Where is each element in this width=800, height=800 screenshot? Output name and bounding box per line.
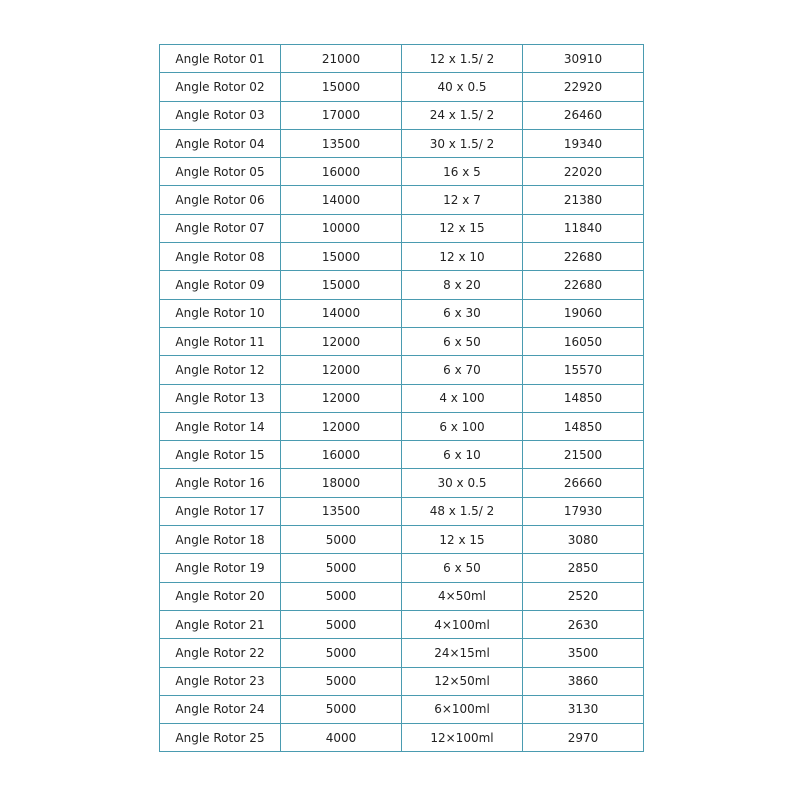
table-row [160, 129, 644, 157]
capacity-cell: 24×15ml [402, 639, 523, 667]
speed-cell: 10000 [281, 214, 402, 242]
speed-cell: 15000 [281, 73, 402, 101]
rotor-name-cell: Angle Rotor 22 [160, 639, 281, 667]
rotor-name-cell: Angle Rotor 07 [160, 214, 281, 242]
speed-cell: 12000 [281, 384, 402, 412]
table-row [160, 384, 644, 412]
table-row [160, 101, 644, 129]
speed-cell: 5000 [281, 639, 402, 667]
rcf-cell: 2520 [523, 582, 644, 610]
speed-cell: 5000 [281, 667, 402, 695]
rotor-name-cell: Angle Rotor 16 [160, 469, 281, 497]
rotor-table-body [160, 45, 644, 752]
capacity-cell: 24 x 1.5/ 2 [402, 101, 523, 129]
capacity-cell: 6 x 30 [402, 299, 523, 327]
rotor-name-cell: Angle Rotor 08 [160, 243, 281, 271]
rcf-cell: 22680 [523, 243, 644, 271]
table-row [160, 724, 644, 752]
rotor-name-cell: Angle Rotor 21 [160, 610, 281, 638]
capacity-cell: 12×50ml [402, 667, 523, 695]
speed-cell: 14000 [281, 299, 402, 327]
rotor-name-cell: Angle Rotor 19 [160, 554, 281, 582]
capacity-cell: 12 x 15 [402, 526, 523, 554]
rcf-cell: 2970 [523, 724, 644, 752]
capacity-cell: 6 x 50 [402, 327, 523, 355]
table-row [160, 186, 644, 214]
capacity-cell: 48 x 1.5/ 2 [402, 497, 523, 525]
capacity-cell: 12×100ml [402, 724, 523, 752]
speed-cell: 16000 [281, 158, 402, 186]
capacity-cell: 12 x 7 [402, 186, 523, 214]
table-row [160, 554, 644, 582]
speed-cell: 17000 [281, 101, 402, 129]
rotor-name-cell: Angle Rotor 10 [160, 299, 281, 327]
rcf-cell: 22680 [523, 271, 644, 299]
rcf-cell: 21380 [523, 186, 644, 214]
speed-cell: 5000 [281, 554, 402, 582]
rotor-name-cell: Angle Rotor 05 [160, 158, 281, 186]
rcf-cell: 17930 [523, 497, 644, 525]
rotor-name-cell: Angle Rotor 12 [160, 356, 281, 384]
capacity-cell: 4×100ml [402, 610, 523, 638]
table-row [160, 695, 644, 723]
rotor-name-cell: Angle Rotor 14 [160, 412, 281, 440]
capacity-cell: 4×50ml [402, 582, 523, 610]
rotor-name-cell: Angle Rotor 04 [160, 129, 281, 157]
table-row [160, 526, 644, 554]
table-row [160, 243, 644, 271]
table-row [160, 271, 644, 299]
rotor-name-cell: Angle Rotor 02 [160, 73, 281, 101]
table-row [160, 497, 644, 525]
capacity-cell: 6×100ml [402, 695, 523, 723]
capacity-cell: 16 x 5 [402, 158, 523, 186]
rcf-cell: 3130 [523, 695, 644, 723]
rcf-cell: 11840 [523, 214, 644, 242]
rcf-cell: 19060 [523, 299, 644, 327]
speed-cell: 5000 [281, 695, 402, 723]
rotor-name-cell: Angle Rotor 18 [160, 526, 281, 554]
rotor-name-cell: Angle Rotor 11 [160, 327, 281, 355]
speed-cell: 12000 [281, 412, 402, 440]
table-row [160, 327, 644, 355]
speed-cell: 12000 [281, 327, 402, 355]
speed-cell: 13500 [281, 129, 402, 157]
speed-cell: 12000 [281, 356, 402, 384]
rotor-name-cell: Angle Rotor 20 [160, 582, 281, 610]
capacity-cell: 12 x 15 [402, 214, 523, 242]
capacity-cell: 6 x 10 [402, 441, 523, 469]
speed-cell: 5000 [281, 582, 402, 610]
rotor-name-cell: Angle Rotor 17 [160, 497, 281, 525]
rotor-name-cell: Angle Rotor 09 [160, 271, 281, 299]
speed-cell: 15000 [281, 243, 402, 271]
capacity-cell: 6 x 70 [402, 356, 523, 384]
rcf-cell: 3500 [523, 639, 644, 667]
speed-cell: 5000 [281, 526, 402, 554]
speed-cell: 13500 [281, 497, 402, 525]
table-row [160, 214, 644, 242]
table-row [160, 412, 644, 440]
rotor-name-cell: Angle Rotor 25 [160, 724, 281, 752]
capacity-cell: 4 x 100 [402, 384, 523, 412]
rcf-cell: 22920 [523, 73, 644, 101]
table-row [160, 582, 644, 610]
table-row [160, 299, 644, 327]
rotor-name-cell: Angle Rotor 24 [160, 695, 281, 723]
rotor-name-cell: Angle Rotor 23 [160, 667, 281, 695]
speed-cell: 14000 [281, 186, 402, 214]
rcf-cell: 22020 [523, 158, 644, 186]
capacity-cell: 8 x 20 [402, 271, 523, 299]
rotor-spec-table [159, 44, 644, 752]
rcf-cell: 16050 [523, 327, 644, 355]
rcf-cell: 2630 [523, 610, 644, 638]
speed-cell: 4000 [281, 724, 402, 752]
capacity-cell: 40 x 0.5 [402, 73, 523, 101]
table-row [160, 45, 644, 73]
table-row [160, 441, 644, 469]
rcf-cell: 2850 [523, 554, 644, 582]
rotor-name-cell: Angle Rotor 13 [160, 384, 281, 412]
table-row [160, 639, 644, 667]
rcf-cell: 3860 [523, 667, 644, 695]
speed-cell: 16000 [281, 441, 402, 469]
speed-cell: 21000 [281, 45, 402, 73]
table-row [160, 469, 644, 497]
speed-cell: 18000 [281, 469, 402, 497]
rotor-name-cell: Angle Rotor 01 [160, 45, 281, 73]
speed-cell: 15000 [281, 271, 402, 299]
rcf-cell: 21500 [523, 441, 644, 469]
rcf-cell: 14850 [523, 384, 644, 412]
rotor-name-cell: Angle Rotor 15 [160, 441, 281, 469]
capacity-cell: 12 x 1.5/ 2 [402, 45, 523, 73]
table-row [160, 73, 644, 101]
rcf-cell: 3080 [523, 526, 644, 554]
rcf-cell: 26460 [523, 101, 644, 129]
capacity-cell: 12 x 10 [402, 243, 523, 271]
capacity-cell: 30 x 0.5 [402, 469, 523, 497]
capacity-cell: 6 x 100 [402, 412, 523, 440]
rotor-name-cell: Angle Rotor 03 [160, 101, 281, 129]
table-row [160, 356, 644, 384]
table-row [160, 158, 644, 186]
rcf-cell: 26660 [523, 469, 644, 497]
speed-cell: 5000 [281, 610, 402, 638]
rcf-cell: 30910 [523, 45, 644, 73]
capacity-cell: 6 x 50 [402, 554, 523, 582]
rcf-cell: 19340 [523, 129, 644, 157]
rotor-name-cell: Angle Rotor 06 [160, 186, 281, 214]
table-row [160, 667, 644, 695]
rcf-cell: 14850 [523, 412, 644, 440]
rcf-cell: 15570 [523, 356, 644, 384]
capacity-cell: 30 x 1.5/ 2 [402, 129, 523, 157]
table-row [160, 610, 644, 638]
